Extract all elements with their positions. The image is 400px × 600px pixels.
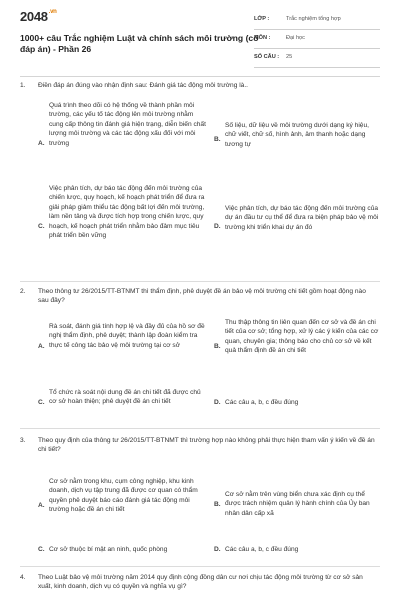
option-letter: B. (214, 136, 221, 143)
meta-row-count (254, 49, 380, 68)
option-letter: B. (214, 343, 221, 350)
question-text: Theo quy định của thông tư 26/2015/TT-BTNMT thì trường hợp nào không phải thực hiện tham vấn ý kiến về đề án chi tiết? (38, 437, 375, 454)
question-divider (20, 281, 380, 282)
meta-row-subject (254, 30, 380, 49)
option-letter: C. (38, 546, 45, 553)
question-number: 1. (20, 82, 26, 89)
option-letter: B. (214, 501, 221, 508)
option-d[interactable] (214, 545, 382, 557)
option-a[interactable] (38, 322, 210, 370)
header-divider (20, 76, 380, 77)
option-text: Quá trình theo dõi có hệ thống về thành phần môi trường, các yếu tố tác động lên môi trường nhằm cung cấp thông tin đánh giá hiện trạng, diễn biến chất lượng môi trường và các tác động xấu đối với môi trường (49, 102, 206, 147)
option-a[interactable] (38, 477, 210, 535)
option-c[interactable] (38, 545, 210, 557)
option-text: Cơ sở nằm trong khu, cụm công nghiệp, khu kinh doanh, dịch vụ tập trung đã được cơ quan có thẩm quyền phê duyệt báo cáo đánh giá tác động môi trường hoặc đề án chi tiết (49, 478, 198, 514)
option-c[interactable] (38, 184, 210, 270)
logo-main: 2048 (20, 9, 48, 24)
meta-key: SỐ CÂU : (254, 54, 280, 60)
site-logo[interactable] (20, 9, 57, 24)
document-title: 1000+ câu Trắc nghiệm Luật và chính sách môi trường (có đáp án) - Phần 26 (20, 33, 259, 54)
option-letter: D. (214, 223, 221, 230)
question-divider (20, 428, 380, 429)
option-text: Việc phân tích, dự báo tác động đến môi trường của chiến lược, quy hoạch, kế hoạch phát triển để đưa ra giải pháp giảm thiểu tác động bất lợi đến môi trường, làm nền tảng và được tích hợp trong chiến lược, quy hoạch, kế hoạch phát triển nhằm bảo đảm mục tiêu phát triển bền vững (49, 185, 205, 240)
option-c[interactable] (38, 388, 210, 418)
option-d[interactable] (214, 398, 382, 410)
question-number: 3. (20, 437, 26, 444)
option-text: Tổ chức rà soát nội dung đề án chi tiết đã được chủ cơ sở hoàn thiện; phê duyệt đề án chi tiết (49, 389, 201, 406)
option-text: Các câu a, b, c đều đúng (225, 546, 299, 553)
question-text: Theo thông tư 26/2015/TT-BTNMT thì thẩm định, phê duyệt đề án bảo vệ môi trường chi tiết gồm hoạt động nào sau đây? (38, 288, 366, 305)
option-letter: D. (214, 399, 221, 406)
question-number: 2. (20, 288, 26, 295)
option-letter: C. (38, 399, 45, 406)
meta-value: 25 (286, 54, 293, 60)
option-text: Rà soát, đánh giá tính hợp lệ và đầy đủ của hồ sơ đề nghị thẩm định, phê duyệt; thành lập đoàn kiểm tra thực tế công tác bảo vệ môi trường tại cơ sở (49, 323, 205, 349)
option-letter: A. (38, 140, 45, 147)
logo-suffix: .vn (48, 9, 57, 15)
option-letter: D. (214, 546, 221, 553)
option-letter: A. (38, 343, 45, 350)
option-letter: C. (38, 223, 45, 230)
meta-row-class (254, 11, 380, 30)
option-text: Thu thập thông tin liên quan đến cơ sở và đề án chi tiết của cơ sở; tổng hợp, xử lý các ý kiến của các cơ quan, chuyên gia; thông báo cho chủ cơ sở về kết quả thẩm định đề án chi tiết (225, 319, 379, 355)
meta-table (254, 11, 380, 68)
document-header (0, 0, 400, 68)
option-b[interactable] (214, 121, 382, 157)
option-text: Số liệu, dữ liệu về môi trường dưới dạng ký hiệu, chữ viết, chữ số, hình ảnh, âm thanh hoặc dạng tương tự (225, 122, 369, 148)
question-text: Theo Luật bảo vệ môi trường năm 2014 quy định cộng đồng dân cư nơi chịu tác động môi trường từ cơ sở sản xuất, kinh doanh, dịch vụ có quyền và nghĩa vụ gì? (38, 574, 363, 591)
meta-key: MÔN : (254, 35, 271, 41)
option-b[interactable] (214, 490, 382, 520)
question-text: Điền đáp án đúng vào nhận định sau: Đánh giá tác động môi trường là.. (38, 82, 248, 89)
option-text: Cơ sở nằm trên vùng biển chưa xác định cụ thể được trách nhiệm quản lý hành chính của Ủy ban nhân dân cấp xã (225, 491, 370, 517)
meta-key: LỚP : (254, 16, 270, 22)
option-letter: A. (38, 502, 45, 509)
option-d[interactable] (214, 204, 382, 244)
meta-value: Trắc nghiệm tổng hợp (286, 16, 341, 22)
meta-value: Đại học (286, 35, 305, 41)
question-divider (20, 566, 380, 567)
option-text: Việc phân tích, dự báo tác động đến môi trường của dự án đầu tư cụ thể để đưa ra biện pháp bảo vệ môi trường khi triển khai dự án đó (225, 205, 379, 231)
option-text: Cơ sở thuộc bí mật an ninh, quốc phòng (49, 546, 168, 553)
option-text: Các câu a, b, c đều đúng (225, 399, 299, 406)
option-a[interactable] (38, 101, 210, 171)
option-b[interactable] (214, 318, 382, 376)
question-number: 4. (20, 574, 26, 581)
